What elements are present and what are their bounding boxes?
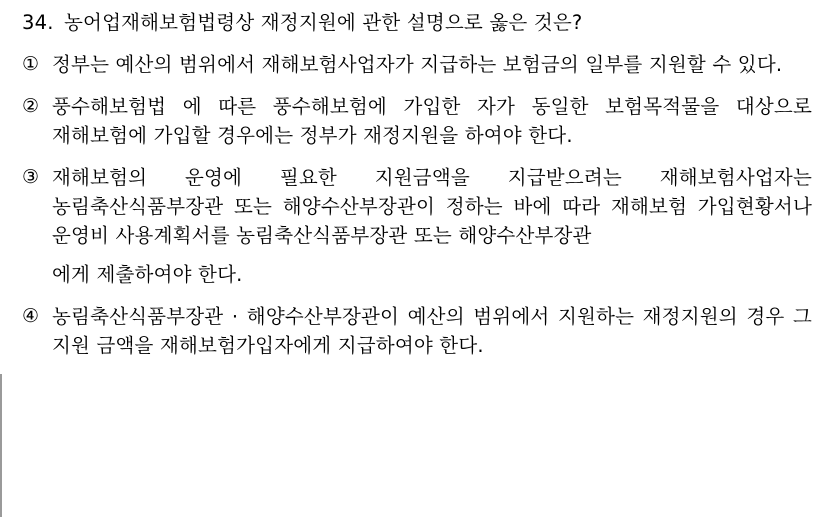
question-heading: [22, 8, 812, 37]
question-number: 34.: [22, 11, 54, 34]
choice-1[interactable]: [22, 50, 812, 79]
choice-3-marker: ③: [22, 166, 40, 188]
choice-4[interactable]: [22, 302, 812, 360]
choice-3[interactable]: [22, 163, 812, 289]
choice-1-marker: ①: [22, 53, 40, 75]
choice-3-text: [52, 163, 812, 289]
choice-2-text: 풍수해보험법 에 따른 풍수해보험에 가입한 자가 동일한 보험목적물을 대상으로 재해보험에 가입할 경우에는 정부가 재정지원을 하여야 한다.: [52, 95, 812, 147]
choice-3-text-tail: 에게 제출하여야 한다.: [52, 263, 243, 286]
choice-list: [22, 50, 812, 360]
choice-4-text: 농림축산식품부장관 · 해양수산부장관이 예산의 범위에서 지원하는 재정지원의 경우 그 지원 금액을 재해보험가입자에게 지급하여야 한다.: [52, 305, 812, 357]
question-stem: 농어업재해보험법령상 재정지원에 관한 설명으로 옳은 것은?: [64, 11, 583, 34]
choice-1-text: 정부는 예산의 범위에서 재해보험사업자가 지급하는 보험금의 일부를 지원할 수 있다.: [52, 53, 783, 76]
choice-2[interactable]: [22, 92, 812, 150]
exam-question-34: [22, 8, 812, 360]
choice-2-marker: ②: [22, 95, 40, 117]
choice-4-marker: ④: [22, 305, 40, 327]
choice-3-text-main: 재해보험의 운영에 필요한 지원금액을 지급받으려는 재해보험사업자는 농림축산식품부장관 또는 해양수산부장관이 정하는 바에 따라 재해보험 가입현황서나 운영비 사용계획서를 농림축산식품부장관 또는 해양수산부장관: [52, 166, 812, 247]
page-left-rule: [0, 374, 2, 517]
